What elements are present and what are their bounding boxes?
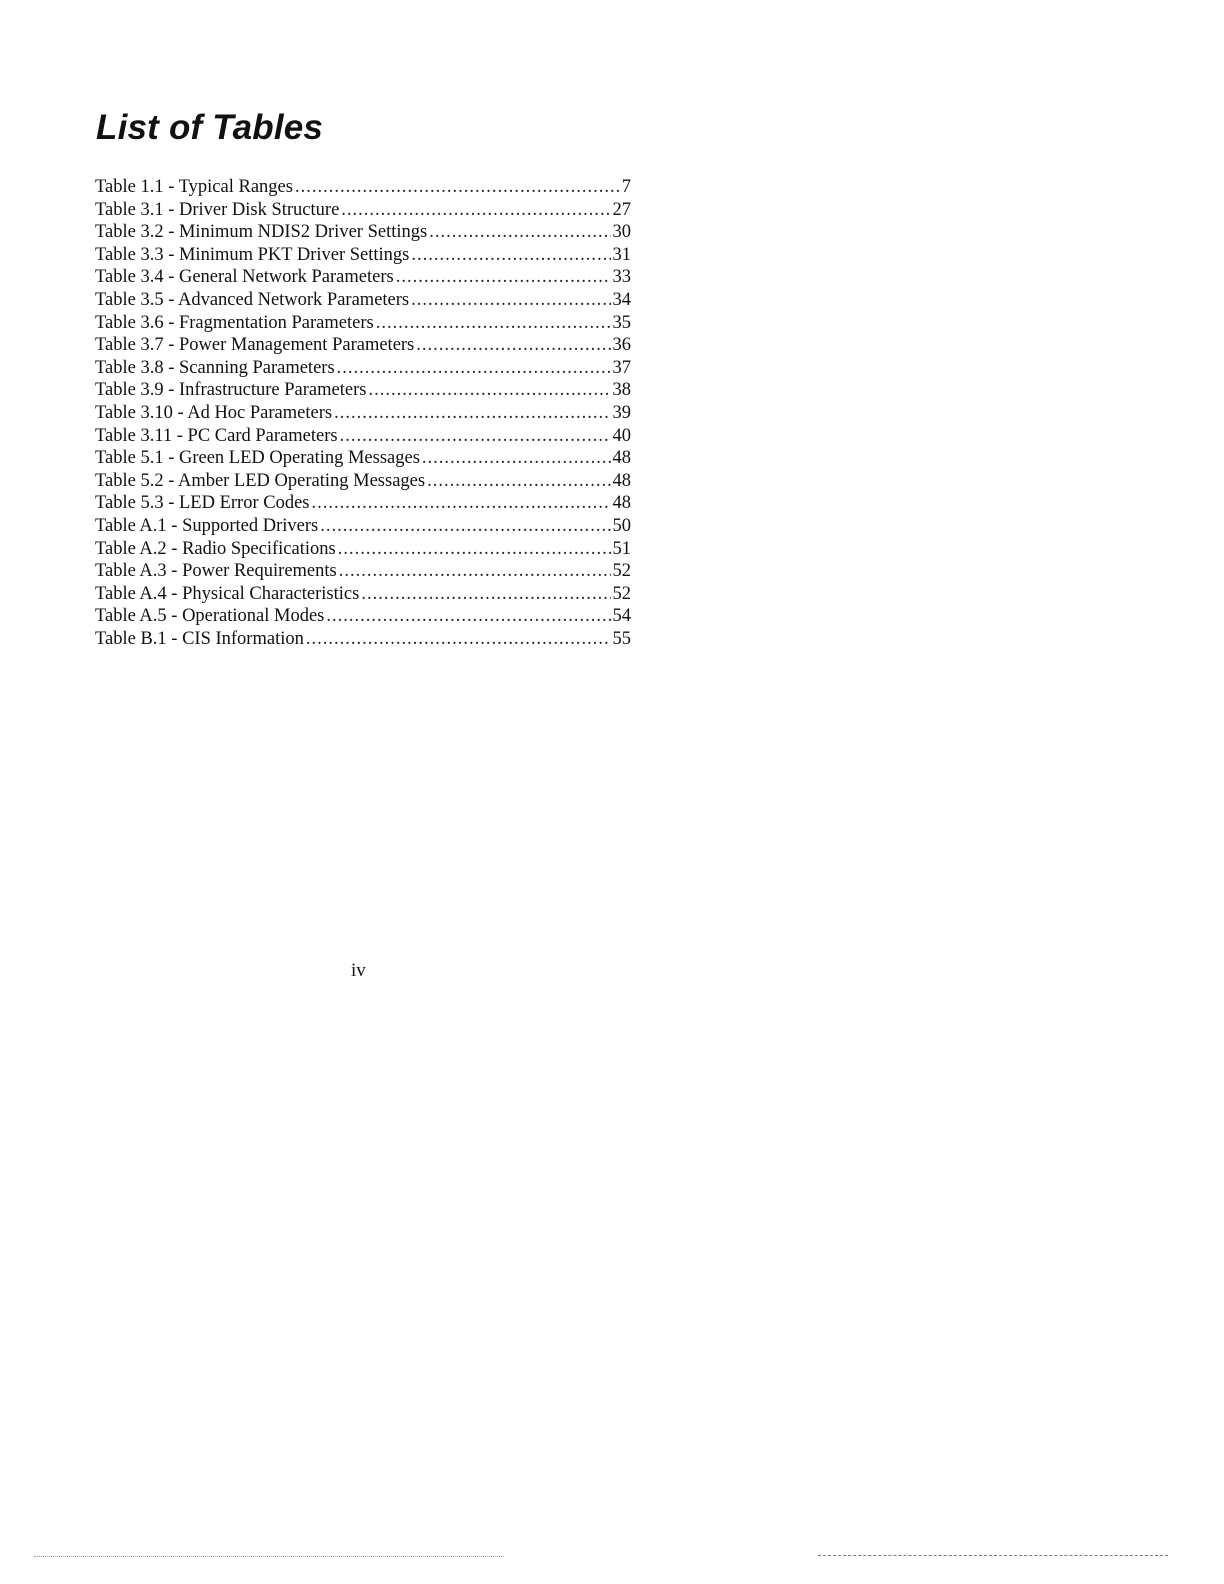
toc-entry-page: 36 <box>612 335 631 356</box>
toc-entry <box>95 470 631 493</box>
toc-entry-page: 50 <box>612 515 631 536</box>
toc-entry-label: Table 5.3 - LED Error Codes <box>95 493 310 514</box>
toc-entry-page: 27 <box>612 199 631 220</box>
toc-entry <box>95 334 631 357</box>
toc-entry-label: Table 3.10 - Ad Hoc Parameters <box>95 402 333 423</box>
toc-entry <box>95 425 631 448</box>
toc-entry-label: Table 3.11 - PC Card Parameters <box>95 425 338 446</box>
toc-entry <box>95 312 631 335</box>
toc-entry-label: Table 3.4 - General Network Parameters <box>95 267 394 288</box>
dot-leader <box>306 628 611 651</box>
toc-entry <box>95 289 631 312</box>
dot-leader <box>411 244 610 267</box>
toc-entry <box>95 357 631 380</box>
toc-entry-page: 48 <box>612 448 631 469</box>
toc-entry-label: Table 3.6 - Fragmentation Parameters <box>95 312 374 333</box>
toc-entry <box>95 244 631 267</box>
toc-entry-label: Table 5.2 - Amber LED Operating Messages <box>95 470 426 491</box>
dot-leader <box>422 447 611 470</box>
toc-entry-label: Table 3.3 - Minimum PKT Driver Settings <box>95 244 410 265</box>
toc-entry-label: Table A.5 - Operational Modes <box>95 606 325 627</box>
toc-entry <box>95 199 631 222</box>
toc-entry-label: Table 3.8 - Scanning Parameters <box>95 357 335 378</box>
toc-entry-label: Table A.3 - Power Requirements <box>95 561 337 582</box>
toc-entry-page: 51 <box>612 538 631 559</box>
toc-entry-page: 40 <box>612 425 631 446</box>
toc-entry <box>95 628 631 651</box>
toc-entry-page: 52 <box>612 583 631 604</box>
dot-leader <box>311 492 610 515</box>
dot-leader <box>334 402 610 425</box>
toc-entry <box>95 560 631 583</box>
dot-leader <box>340 425 611 448</box>
toc-entry <box>95 402 631 425</box>
toc-entry <box>95 447 631 470</box>
dot-leader <box>337 357 611 380</box>
dot-leader <box>396 266 611 289</box>
toc-entry-page: 54 <box>612 606 631 627</box>
dot-leader <box>368 379 610 402</box>
toc-entry <box>95 176 631 199</box>
dot-leader <box>339 560 611 583</box>
scan-edge-artifact <box>818 1555 1168 1556</box>
toc-entry-label: Table A.4 - Physical Characteristics <box>95 583 360 604</box>
page-number: iv <box>351 960 366 981</box>
toc-entry <box>95 266 631 289</box>
toc-entry <box>95 538 631 561</box>
dot-leader <box>427 470 610 493</box>
toc-entry <box>95 605 631 628</box>
toc-entry <box>95 492 631 515</box>
toc-entry-page: 33 <box>612 267 631 288</box>
toc-entry <box>95 221 631 244</box>
toc-entry-label: Table B.1 - CIS Information <box>95 628 304 649</box>
toc-entry <box>95 515 631 538</box>
toc-entry-label: Table 3.9 - Infrastructure Parameters <box>95 380 367 401</box>
scan-edge-artifact <box>34 1556 504 1557</box>
toc-entry <box>95 379 631 402</box>
toc-entry-page: 30 <box>612 222 631 243</box>
dot-leader <box>338 538 611 561</box>
toc-entry-page: 7 <box>621 177 631 197</box>
toc-entry <box>95 583 631 606</box>
toc-entry-page: 55 <box>612 628 631 649</box>
toc-entry-label: Table A.2 - Radio Specifications <box>95 538 336 559</box>
toc-entry-label: Table 5.1 - Green LED Operating Messages <box>95 448 420 469</box>
toc-entry-page: 35 <box>612 312 631 333</box>
dot-leader <box>361 583 610 606</box>
dot-leader <box>429 221 610 244</box>
toc-entry-page: 38 <box>612 380 631 401</box>
toc-entry-page: 34 <box>612 289 631 310</box>
toc-entry-label: Table 3.5 - Advanced Network Parameters <box>95 289 410 310</box>
list-of-tables <box>95 176 631 650</box>
toc-entry-page: 48 <box>612 470 631 491</box>
dot-leader <box>341 199 610 222</box>
toc-entry-page: 31 <box>612 244 631 265</box>
toc-entry-page: 39 <box>612 402 631 423</box>
toc-entry-label: Table A.1 - Supported Drivers <box>95 515 319 536</box>
toc-entry-label: Table 1.1 - Typical Ranges <box>95 177 293 197</box>
page-title: List of Tables <box>96 108 324 147</box>
dot-leader <box>411 289 610 312</box>
toc-entry-label: Table 3.1 - Driver Disk Structure <box>95 199 340 220</box>
toc-entry-page: 37 <box>612 357 631 378</box>
toc-entry-page: 48 <box>612 493 631 514</box>
dot-leader <box>376 312 611 335</box>
dot-leader <box>295 176 620 199</box>
dot-leader <box>416 334 610 357</box>
toc-entry-page: 52 <box>612 561 631 582</box>
dot-leader <box>320 515 610 538</box>
toc-entry-label: Table 3.7 - Power Management Parameters <box>95 335 415 356</box>
dot-leader <box>326 605 610 628</box>
toc-entry-label: Table 3.2 - Minimum NDIS2 Driver Settings <box>95 222 428 243</box>
